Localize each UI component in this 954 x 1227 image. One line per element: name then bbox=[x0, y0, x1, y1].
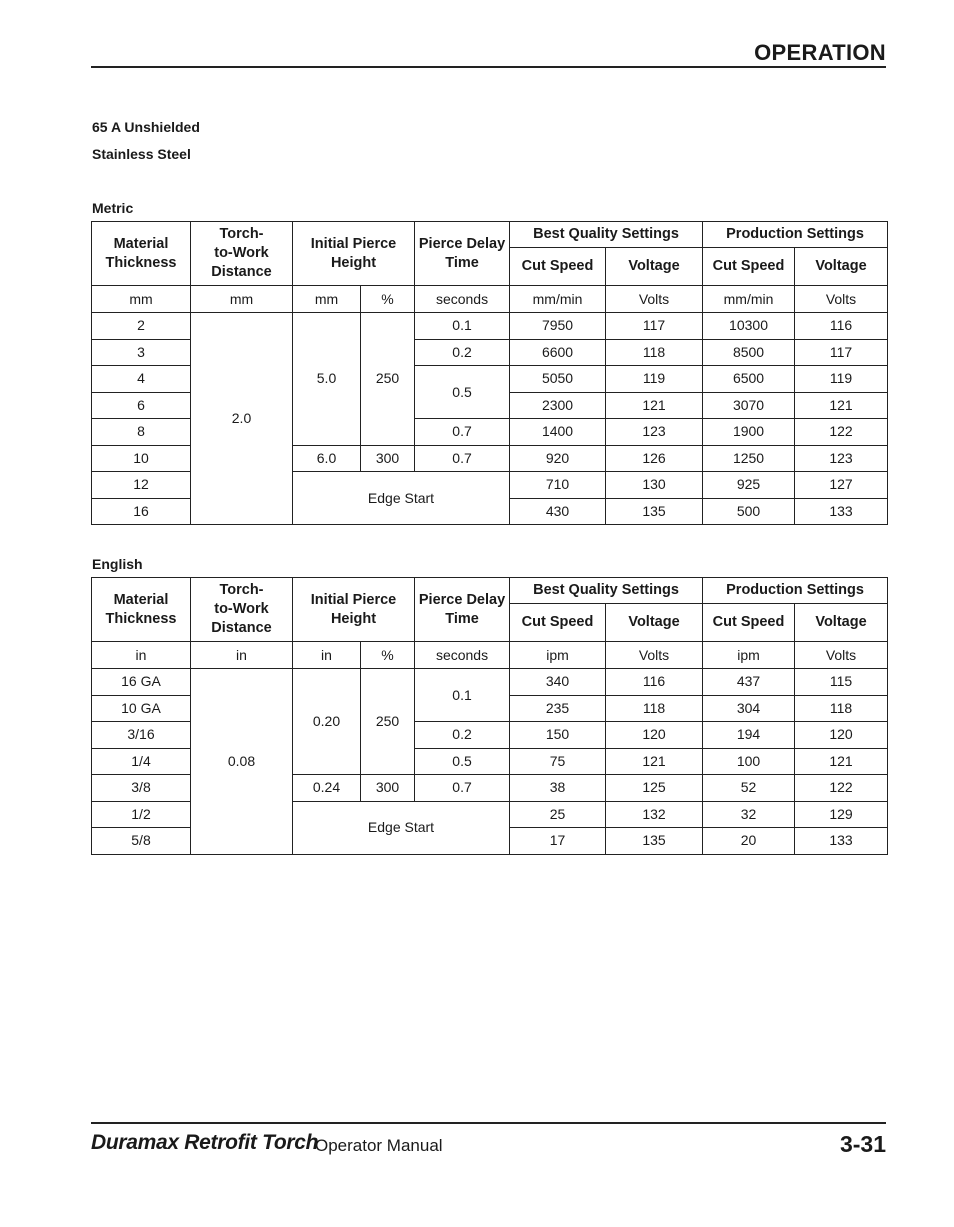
document-type: Operator Manual bbox=[315, 1136, 443, 1155]
torch-to-work-header bbox=[191, 578, 293, 642]
unit-cell: in bbox=[92, 642, 191, 669]
product-name: Duramax Retrofit Torch bbox=[91, 1131, 319, 1154]
bq-voltage-cell: 118 bbox=[606, 695, 703, 722]
english-table-label: English bbox=[92, 556, 143, 572]
bq-speed-cell: 340 bbox=[510, 669, 606, 696]
unit-cell: seconds bbox=[415, 286, 510, 313]
bq-voltage-cell: 123 bbox=[606, 419, 703, 446]
thickness-cell: 12 bbox=[92, 472, 191, 499]
header-divider bbox=[91, 66, 886, 68]
prod-voltage-cell: 123 bbox=[795, 445, 888, 472]
thickness-cell: 6 bbox=[92, 392, 191, 419]
prod-voltage-cell: 117 bbox=[795, 339, 888, 366]
bq-voltage-cell: 125 bbox=[606, 775, 703, 802]
unit-cell: mm/min bbox=[510, 286, 606, 313]
prod-cut-speed-header: Cut Speed bbox=[703, 248, 795, 286]
prod-speed-cell: 925 bbox=[703, 472, 795, 499]
unit-cell: ipm bbox=[510, 642, 606, 669]
material-thickness-header: Material Thickness bbox=[92, 222, 191, 286]
thickness-cell: 10 bbox=[92, 445, 191, 472]
best-quality-header: Best Quality Settings bbox=[510, 222, 703, 248]
material-thickness-header: Material Thickness bbox=[92, 578, 191, 642]
bq-speed-cell: 1400 bbox=[510, 419, 606, 446]
bq-voltage-cell: 118 bbox=[606, 339, 703, 366]
thickness-cell: 3/8 bbox=[92, 775, 191, 802]
prod-speed-cell: 437 bbox=[703, 669, 795, 696]
page-section-title: OPERATION bbox=[754, 40, 886, 65]
prod-voltage-cell: 133 bbox=[795, 828, 888, 855]
prod-speed-cell: 194 bbox=[703, 722, 795, 749]
pierce-height-cell: 0.20 bbox=[293, 669, 361, 775]
prod-voltage-cell: 115 bbox=[795, 669, 888, 696]
prod-voltage-header: Voltage bbox=[795, 604, 888, 642]
prod-voltage-cell: 118 bbox=[795, 695, 888, 722]
prod-voltage-cell: 129 bbox=[795, 801, 888, 828]
torch-to-work-line-2: to-Work bbox=[214, 601, 269, 617]
bq-voltage-cell: 119 bbox=[606, 366, 703, 393]
unit-cell: Volts bbox=[606, 286, 703, 313]
prod-voltage-cell: 133 bbox=[795, 498, 888, 525]
torch-to-work-line-2: to-Work bbox=[214, 245, 269, 261]
units-row bbox=[92, 286, 888, 313]
bq-voltage-cell: 132 bbox=[606, 801, 703, 828]
thickness-cell: 4 bbox=[92, 366, 191, 393]
prod-voltage-cell: 120 bbox=[795, 722, 888, 749]
unit-cell: mm bbox=[92, 286, 191, 313]
pierce-delay-cell: 0.2 bbox=[415, 339, 510, 366]
thickness-cell: 10 GA bbox=[92, 695, 191, 722]
bq-speed-cell: 5050 bbox=[510, 366, 606, 393]
prod-voltage-cell: 121 bbox=[795, 392, 888, 419]
edge-start-cell: Edge Start bbox=[293, 472, 510, 525]
pierce-percent-cell: 250 bbox=[361, 313, 415, 446]
bq-voltage-cell: 117 bbox=[606, 313, 703, 340]
pierce-percent-cell: 300 bbox=[361, 775, 415, 802]
unit-cell: Volts bbox=[795, 286, 888, 313]
bq-voltage-cell: 126 bbox=[606, 445, 703, 472]
thickness-cell: 2 bbox=[92, 313, 191, 340]
thickness-cell: 3 bbox=[92, 339, 191, 366]
thickness-cell: 5/8 bbox=[92, 828, 191, 855]
bq-voltage-cell: 135 bbox=[606, 498, 703, 525]
bq-voltage-cell: 135 bbox=[606, 828, 703, 855]
bq-cut-speed-header: Cut Speed bbox=[510, 604, 606, 642]
prod-voltage-cell: 122 bbox=[795, 419, 888, 446]
pierce-delay-cell: 0.5 bbox=[415, 366, 510, 419]
thickness-cell: 8 bbox=[92, 419, 191, 446]
unit-cell: Volts bbox=[606, 642, 703, 669]
unit-cell: ipm bbox=[703, 642, 795, 669]
torch-to-work-line-3: Distance bbox=[211, 620, 272, 636]
bq-voltage-cell: 130 bbox=[606, 472, 703, 499]
unit-cell: mm/min bbox=[703, 286, 795, 313]
thickness-cell: 16 bbox=[92, 498, 191, 525]
pierce-percent-cell: 300 bbox=[361, 445, 415, 472]
bq-voltage-header: Voltage bbox=[606, 604, 703, 642]
bq-speed-cell: 7950 bbox=[510, 313, 606, 340]
page-number: 3-31 bbox=[839, 1131, 886, 1157]
pierce-delay-cell: 0.5 bbox=[415, 748, 510, 775]
unit-cell: mm bbox=[293, 286, 361, 313]
prod-voltage-header: Voltage bbox=[795, 248, 888, 286]
thickness-cell: 1/4 bbox=[92, 748, 191, 775]
pierce-delay-cell: 0.1 bbox=[415, 669, 510, 722]
prod-voltage-cell: 127 bbox=[795, 472, 888, 499]
prod-speed-cell: 6500 bbox=[703, 366, 795, 393]
unit-cell: seconds bbox=[415, 642, 510, 669]
pierce-delay-cell: 0.1 bbox=[415, 313, 510, 340]
current-rating-label: 65 A Unshielded bbox=[92, 119, 200, 135]
pierce-height-cell: 0.24 bbox=[293, 775, 361, 802]
prod-speed-cell: 8500 bbox=[703, 339, 795, 366]
metric-cut-chart-table bbox=[91, 221, 888, 525]
table-row bbox=[92, 313, 888, 340]
torch-distance-cell: 2.0 bbox=[191, 313, 293, 525]
pierce-delay-header: Pierce Delay Time bbox=[415, 578, 510, 642]
bq-speed-cell: 38 bbox=[510, 775, 606, 802]
units-row bbox=[92, 642, 888, 669]
pierce-delay-header: Pierce Delay Time bbox=[415, 222, 510, 286]
unit-cell: in bbox=[191, 642, 293, 669]
pierce-percent-cell: 250 bbox=[361, 669, 415, 775]
bq-speed-cell: 17 bbox=[510, 828, 606, 855]
bq-speed-cell: 6600 bbox=[510, 339, 606, 366]
torch-to-work-header bbox=[191, 222, 293, 286]
thickness-cell: 3/16 bbox=[92, 722, 191, 749]
unit-cell: in bbox=[293, 642, 361, 669]
prod-speed-cell: 3070 bbox=[703, 392, 795, 419]
bq-voltage-cell: 120 bbox=[606, 722, 703, 749]
metric-table-label: Metric bbox=[92, 200, 134, 216]
bq-speed-cell: 25 bbox=[510, 801, 606, 828]
bq-voltage-header: Voltage bbox=[606, 248, 703, 286]
english-cut-chart-table bbox=[91, 577, 888, 855]
bq-speed-cell: 710 bbox=[510, 472, 606, 499]
material-label: Stainless Steel bbox=[92, 146, 191, 162]
pierce-delay-cell: 0.7 bbox=[415, 775, 510, 802]
bq-voltage-cell: 121 bbox=[606, 748, 703, 775]
initial-pierce-height-header: Initial Pierce Height bbox=[293, 222, 415, 286]
production-header: Production Settings bbox=[703, 222, 888, 248]
bq-voltage-cell: 121 bbox=[606, 392, 703, 419]
pierce-delay-cell: 0.2 bbox=[415, 722, 510, 749]
pierce-height-cell: 6.0 bbox=[293, 445, 361, 472]
prod-speed-cell: 304 bbox=[703, 695, 795, 722]
bq-speed-cell: 920 bbox=[510, 445, 606, 472]
bq-voltage-cell: 116 bbox=[606, 669, 703, 696]
prod-speed-cell: 10300 bbox=[703, 313, 795, 340]
prod-voltage-cell: 116 bbox=[795, 313, 888, 340]
prod-voltage-cell: 121 bbox=[795, 748, 888, 775]
prod-speed-cell: 52 bbox=[703, 775, 795, 802]
pierce-delay-cell: 0.7 bbox=[415, 445, 510, 472]
prod-speed-cell: 1250 bbox=[703, 445, 795, 472]
prod-voltage-cell: 122 bbox=[795, 775, 888, 802]
bq-speed-cell: 2300 bbox=[510, 392, 606, 419]
pierce-delay-cell: 0.7 bbox=[415, 419, 510, 446]
unit-cell: mm bbox=[191, 286, 293, 313]
footer-divider bbox=[91, 1122, 886, 1124]
pierce-height-cell: 5.0 bbox=[293, 313, 361, 446]
initial-pierce-height-header: Initial Pierce Height bbox=[293, 578, 415, 642]
bq-speed-cell: 235 bbox=[510, 695, 606, 722]
prod-cut-speed-header: Cut Speed bbox=[703, 604, 795, 642]
torch-to-work-line-1: Torch- bbox=[219, 226, 264, 242]
unit-cell: % bbox=[361, 286, 415, 313]
production-header: Production Settings bbox=[703, 578, 888, 604]
edge-start-cell: Edge Start bbox=[293, 801, 510, 854]
thickness-cell: 1/2 bbox=[92, 801, 191, 828]
prod-speed-cell: 1900 bbox=[703, 419, 795, 446]
bq-speed-cell: 150 bbox=[510, 722, 606, 749]
torch-to-work-line-3: Distance bbox=[211, 264, 272, 280]
prod-speed-cell: 500 bbox=[703, 498, 795, 525]
best-quality-header: Best Quality Settings bbox=[510, 578, 703, 604]
unit-cell: Volts bbox=[795, 642, 888, 669]
prod-voltage-cell: 119 bbox=[795, 366, 888, 393]
prod-speed-cell: 20 bbox=[703, 828, 795, 855]
bq-speed-cell: 75 bbox=[510, 748, 606, 775]
prod-speed-cell: 32 bbox=[703, 801, 795, 828]
bq-speed-cell: 430 bbox=[510, 498, 606, 525]
prod-speed-cell: 100 bbox=[703, 748, 795, 775]
thickness-cell: 16 GA bbox=[92, 669, 191, 696]
bq-cut-speed-header: Cut Speed bbox=[510, 248, 606, 286]
torch-to-work-line-1: Torch- bbox=[219, 582, 264, 598]
torch-distance-cell: 0.08 bbox=[191, 669, 293, 855]
unit-cell: % bbox=[361, 642, 415, 669]
table-row bbox=[92, 669, 888, 696]
